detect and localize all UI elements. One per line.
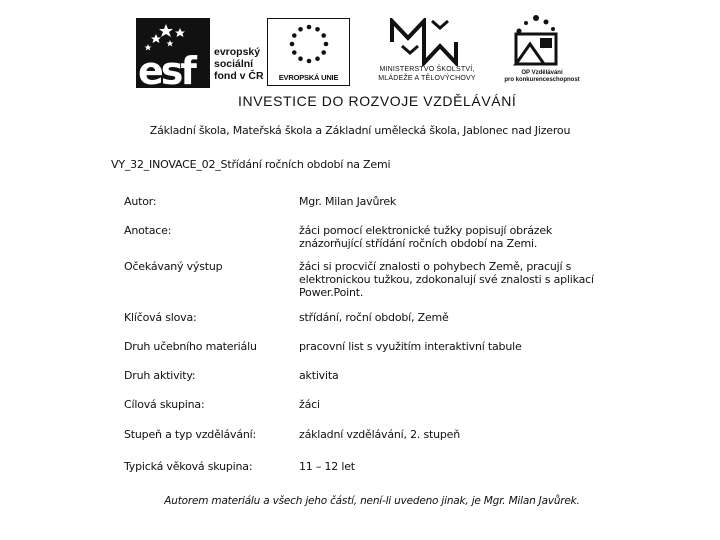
row-value-activity-type: aktivita <box>299 369 339 382</box>
eu-logo-text: EVROPSKÁ UNIE <box>278 73 339 82</box>
row-label-education-level: Stupeň a typ vzdělávání: <box>124 428 257 441</box>
row-value-author: Mgr. Milan Javůrek <box>299 195 397 208</box>
op-logo <box>506 14 566 70</box>
authorship-note: Autorem materiálu a všech jeho částí, není-li uvedeno jinak, je Mgr. Milan Javůrek. <box>164 495 580 507</box>
row-value-expected-outcome: žáci si procvičí znalosti o pohybech Země, pracují s elektronickou tužkou, zdokonalují své znalosti s aplikací Power.Point. <box>299 260 594 299</box>
row-value-annotation: žáci pomocí elektronické tužky popisují obrázek znázorňující střídání ročních období na Zemi. <box>299 224 553 250</box>
row-value-target-group: žáci <box>299 398 320 411</box>
eu-logo <box>267 18 350 86</box>
msmt-logo-text: MINISTERSTVO ŠKOLSTVÍ, MLÁDEŽE A TĚLOVÝCHOVY <box>378 66 476 82</box>
invest-banner: INVESTICE DO ROZVOJE VZDĚLÁVÁNÍ <box>238 93 517 109</box>
row-label-target-group: Cílová skupina: <box>124 398 205 411</box>
op-logo-text: OP Vzdělávání pro konkurenceschopnost <box>504 70 580 83</box>
material-code: VY_32_INOVACE_02_Střídání ročních období na Zemi <box>111 158 391 171</box>
row-value-material-type: pracovní list s využitím interaktivní tabule <box>299 340 522 353</box>
esf-logo <box>136 18 210 88</box>
row-label-author: Autor: <box>124 195 157 208</box>
eu-stars-icon <box>276 22 342 68</box>
school-name: Základní škola, Mateřská škola a Základní umělecká škola, Jablonec nad Jizerou <box>149 124 571 137</box>
svg-text:esf: esf <box>138 49 194 88</box>
row-label-expected-outcome: Očekávaný výstup <box>124 260 223 273</box>
esf-logo-text: evropský sociální fond v ČR <box>214 46 264 82</box>
logo-band <box>0 0 720 112</box>
row-value-age-group: 11 – 12 let <box>299 460 355 473</box>
msmt-logo <box>388 18 462 66</box>
row-label-age-group: Typická věková skupina: <box>124 460 253 473</box>
row-label-annotation: Anotace: <box>124 224 172 237</box>
row-label-keywords: Klíčová slova: <box>124 311 197 324</box>
row-value-education-level: základní vzdělávání, 2. stupeň <box>299 428 461 441</box>
row-label-activity-type: Druh aktivity: <box>124 369 196 382</box>
row-label-material-type: Druh učebního materiálu <box>124 340 257 353</box>
row-value-keywords: střídání, roční období, Země <box>299 311 449 324</box>
